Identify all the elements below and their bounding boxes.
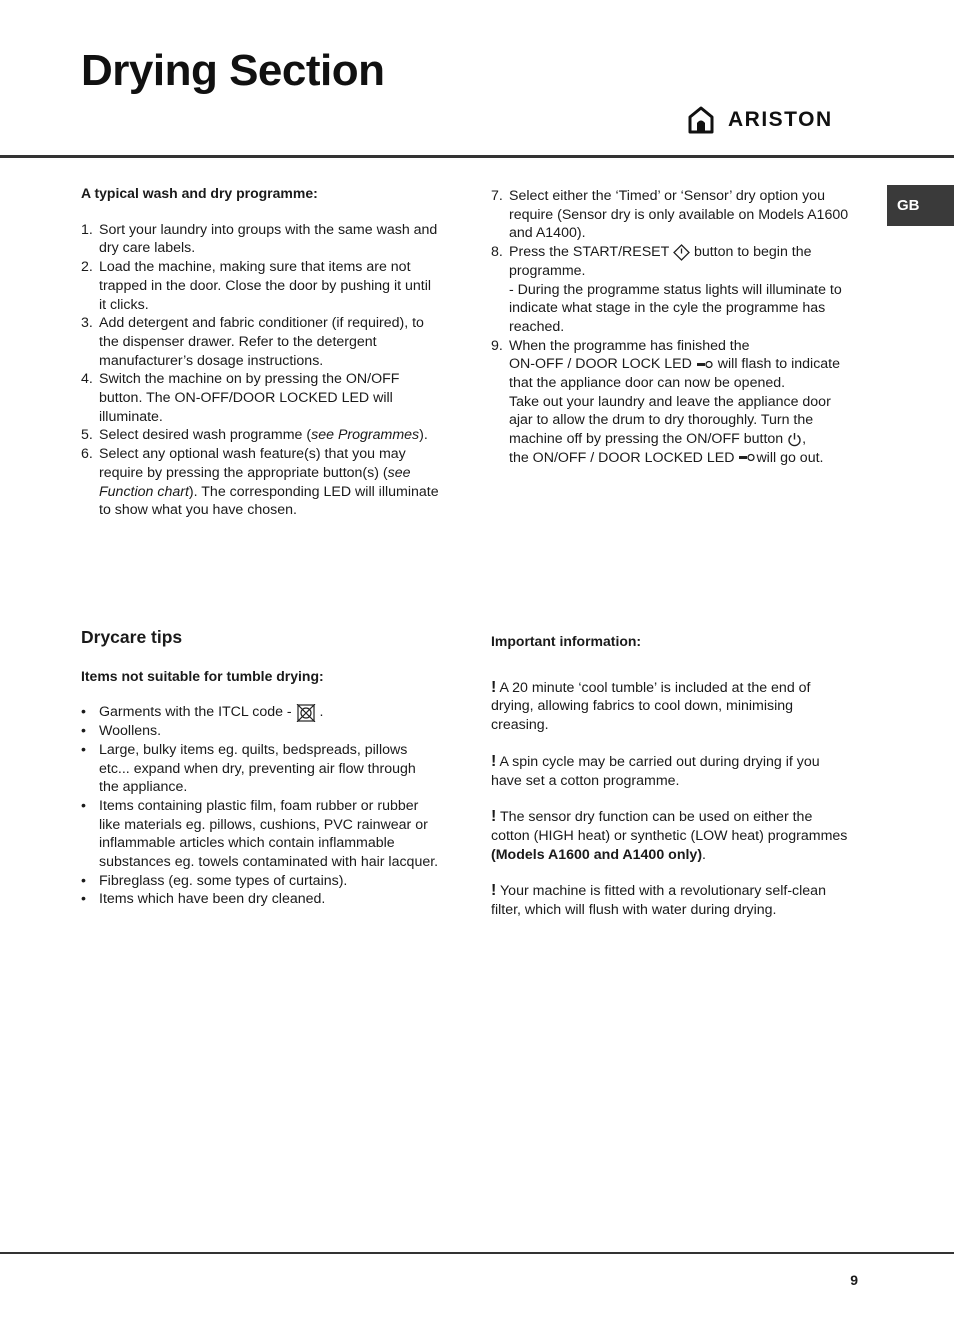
header-divider (0, 155, 954, 158)
step-number: 2. (81, 259, 93, 276)
warning-mark: ! (491, 882, 497, 900)
step-number: 5. (81, 427, 93, 444)
note-sensor-dry: ! The sensor dry function can be used on either the cotton (HIGH heat) or synthetic (LOW heat) programmes (Models A1600 and A1400 only). (491, 808, 848, 863)
warning-mark: ! (491, 808, 497, 826)
step-text: Load the machine, making sure that items are not trapped in the door. Close the door by pushing it until it clicks. (99, 259, 432, 313)
list-item (81, 445, 439, 520)
start-reset-icon (673, 244, 690, 261)
list-item (81, 872, 439, 891)
do-not-tumble-dry-icon (296, 704, 316, 722)
bullet: • (81, 797, 86, 814)
power-icon (787, 432, 802, 447)
wash-dry-steps-left (81, 184, 439, 520)
step-text: Add detergent and fabric conditioner (if required), to the dispenser drawer. Refer to the detergent manufacturer’s dosage instructions. (99, 315, 424, 369)
item-text: Woollens. (99, 723, 162, 740)
key-icon (696, 360, 714, 370)
warning-mark: ! (491, 678, 497, 696)
step-number: 8. (491, 244, 503, 261)
step-text: Select either the ‘Timed’ or ‘Sensor’ dry option you require (Sensor dry is only available on Models A1600 and A1400). (509, 188, 849, 242)
list-item (491, 337, 853, 468)
step-number: 7. (491, 188, 503, 204)
step-number: 1. (81, 221, 93, 238)
ariston-house-logo-icon (688, 106, 714, 134)
item-text: Items containing plastic film, foam rubber or rubber like materials eg. pillows, cushions, PVC rainwear or inflammable articles which contain inflammable substances eg. towels contaminated with hair lacquer. (99, 797, 439, 871)
unsuitable-items-heading: Items not suitable for tumble drying: (81, 667, 324, 684)
item-text: Items which have been dry cleaned. (99, 891, 326, 908)
list-item (81, 314, 439, 370)
step-text: Press the START/RESET button to begin the programme. - During the programme status lights will illuminate to indicate what stage in the cyle the programme has reached. (509, 244, 842, 335)
step-text: Switch the machine on by pressing the ON/OFF button. The ON-OFF/DOOR LOCKED LED will illuminate. (99, 371, 400, 425)
step-number: 9. (491, 337, 503, 354)
drycare-heading: Drycare tips (81, 627, 183, 647)
step-number: 6. (81, 446, 93, 463)
list-item (81, 221, 439, 258)
wash-dry-steps-right (491, 187, 853, 468)
warning-mark: ! (491, 752, 497, 770)
important-heading: Important information: (491, 633, 642, 649)
step-text: Sort your laundry into groups with the same wash and dry care labels. (99, 221, 438, 257)
programmes-reference: see Programmes (311, 427, 420, 444)
list-item (81, 426, 439, 445)
item-text: Garments with the ITCL code - . (99, 704, 324, 721)
function-chart-reference: see Function chart (99, 464, 411, 500)
brand-logo (688, 106, 833, 134)
wash-dry-heading: A typical wash and dry programme: (81, 185, 318, 201)
bullet: • (81, 872, 86, 889)
bullet: • (81, 891, 86, 908)
item-text: Large, bulky items eg. quilts, bedspreads, pillows etc... expand when dry, preventing air flow through the appliance. (99, 741, 416, 796)
list-item (81, 741, 439, 797)
page-title: Drying Section (81, 46, 385, 95)
step-number: 4. (81, 371, 93, 388)
note-spin-cycle: ! A spin cycle may be carried out during drying if you have set a cotton programme. (491, 752, 820, 789)
footer-divider (0, 1252, 954, 1254)
step-text: When the programme has finished the ON-OFF / DOOR LOCK LED will flash to indicate that the appliance door can now be opened. Take out your laundry and leave the appliance door ajar to allow the drum to dry thoroughly. Turn the machine off by pressing the ON/OFF button , the ON/OFF / DOOR LOCKED LED will go out. (509, 337, 841, 466)
list-item (491, 187, 853, 243)
page-number: 9 (850, 1272, 858, 1288)
language-tab: GB (887, 185, 954, 226)
list-item (81, 370, 439, 426)
item-text: Fibreglass (eg. some types of curtains). (99, 872, 348, 889)
step-number: 3. (81, 315, 93, 332)
note-cool-tumble: ! A 20 minute ‘cool tumble’ is included at the end of drying, allowing fabrics to cool down, minimising creasing. (491, 678, 811, 734)
models-note: (Models A1600 and A1400 only) (491, 846, 703, 863)
step-text: Select desired wash programme (see Programmes). (99, 427, 428, 444)
key-icon (738, 453, 756, 463)
note-self-clean-filter: ! Your machine is fitted with a revolutionary self-clean filter, which will flush with water during drying. (491, 882, 826, 919)
important-information (491, 632, 853, 920)
bullet: • (81, 704, 86, 721)
list-item (81, 722, 439, 741)
list-item (81, 890, 439, 909)
bullet: • (81, 723, 86, 740)
list-item (81, 797, 439, 872)
brand-name: ARISTON (728, 108, 833, 131)
list-item (81, 258, 439, 314)
bullet: • (81, 741, 86, 758)
list-item (491, 243, 853, 337)
step-text: Select any optional wash feature(s) that you may require by pressing the appropriate button(s) (see Function chart). The corresponding LED will illuminate to show what you have chosen. (99, 446, 439, 519)
list-item (81, 703, 439, 722)
drycare-tips (81, 628, 439, 909)
